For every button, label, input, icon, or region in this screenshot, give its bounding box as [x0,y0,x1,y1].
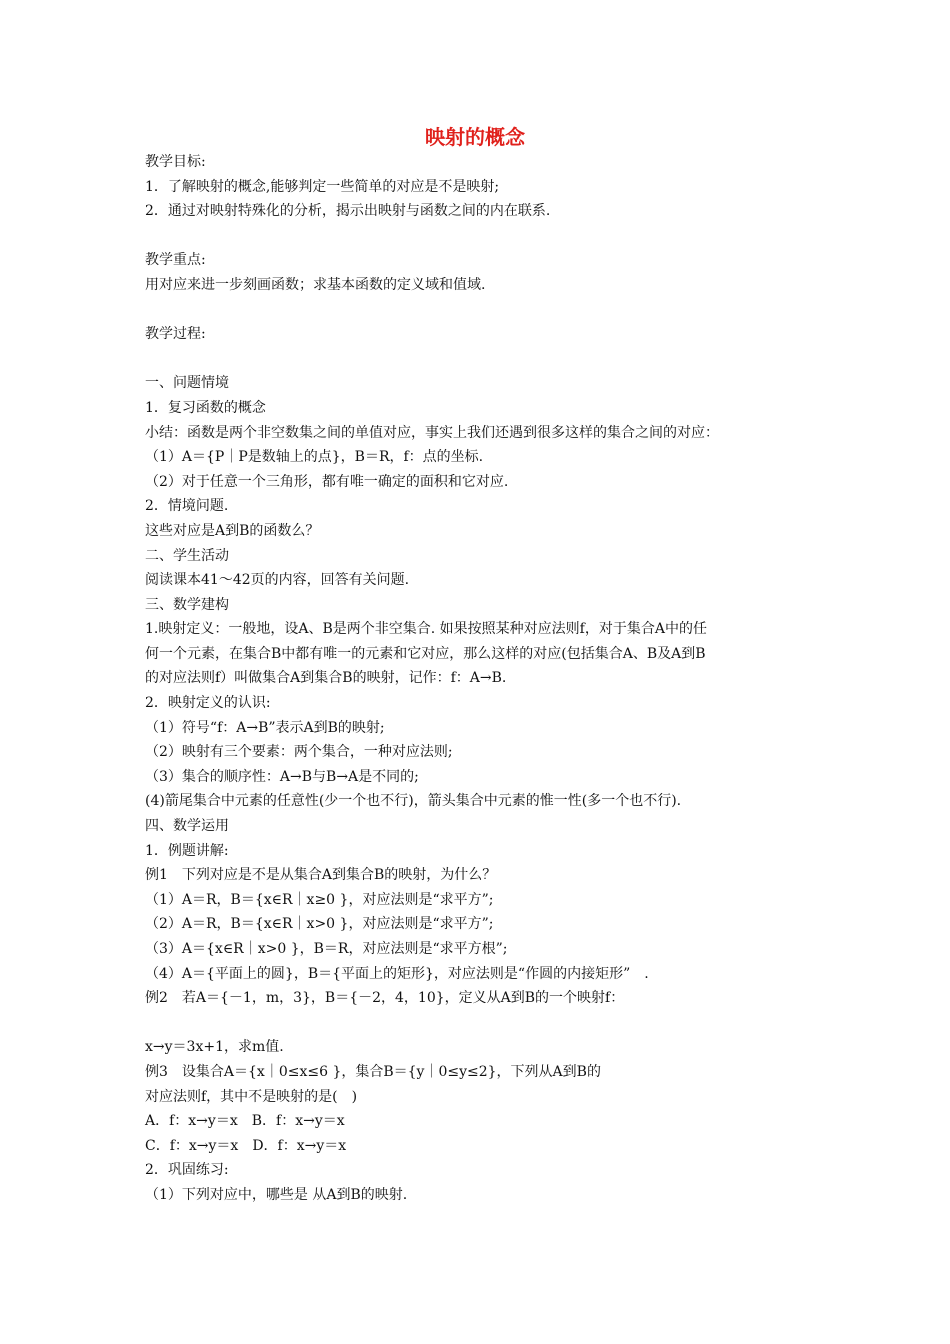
text-line: (4)箭尾集合中元素的任意性(少一个也不行)，箭头集合中元素的惟一性(多一个也不行). [145,793,682,810]
text-line: C．f：x→y＝x D．f：x→y＝x [145,1137,347,1154]
text-line: 1．了解映射的概念,能够判定一些简单的对应是不是映射; [145,178,500,195]
text-line: 教学目标: [145,154,206,170]
text-line: （1）符号“f：A→B”表示A到B的映射; [145,719,385,736]
text-line: （1）下列对应中，哪些是 从A到B的映射. [145,1186,408,1203]
text-line: 教学重点: [145,252,206,269]
text-line: （4）A＝{平面上的圆}，B＝{平面上的矩形}，对应法则是“作圆的内接矩形” . [145,965,649,982]
text-line: 用对应来进一步刻画函数；求基本函数的定义域和值域. [145,276,486,293]
text-line: 阅读课本41～42页的内容，回答有关问题. [145,572,410,589]
document-body [145,150,825,1208]
text-line: 2．巩固练习: [145,1162,229,1179]
text-line: 三、数学建构 [145,596,229,613]
text-line: 的对应法则f）叫做集合A到集合B的映射，记作：f：A→B. [145,670,507,687]
text-line: 例3 设集合A＝{x｜0≤x≤6 }，集合B＝{y｜0≤y≤2}，下列从A到B的 [145,1063,601,1080]
text-line: 小结：函数是两个非空数集之间的单值对应，事实上我们还遇到很多这样的集合之间的对应： [145,424,719,441]
text-line: （3）集合的顺序性：A→B与B→A是不同的; [145,768,419,785]
text-line: 二、学生活动 [145,547,229,564]
text-line: 1．例题讲解: [145,842,229,859]
text-line: 教学过程: [145,326,206,343]
text-line: A．f：x→y＝x B．f：x→y＝x [145,1113,345,1130]
blank-line [145,224,825,249]
text-line: 四、数学运用 [145,818,229,835]
text-line: 2．情境问题. [145,498,229,515]
text-line: 这些对应是A到B的函数么？ [145,522,320,539]
text-line: 对应法则f，其中不是映射的是( ) [145,1088,358,1105]
blank-line [145,1011,825,1036]
text-line: 何一个元素，在集合B中都有唯一的元素和它对应，那么这样的对应(包括集合A、B及A到B [145,645,706,662]
text-line: 1.映射定义：一般地，设A、B是两个非空集合. 如果按照某种对应法则f，对于集合A中的任 [145,621,707,638]
blank-line [145,347,825,372]
text-line: 2．通过对映射特殊化的分析，揭示出映射与函数之间的内在联系. [145,203,551,220]
text-line: （2）A＝R，B＝{x∈R｜x>0 }，对应法则是“求平方”; [145,916,494,933]
text-line: （3）A＝{x∈R｜x>0 }，B＝R，对应法则是“求平方根”; [145,941,508,957]
text-line: x→y＝3x+1，求m值. [145,1039,284,1056]
text-line: （2）映射有三个要素：两个集合，一种对应法则; [145,744,453,761]
page-title: 映射的概念 [425,125,525,149]
text-line: （2）对于任意一个三角形，都有唯一确定的面积和它对应. [145,473,509,490]
text-line: （1）A＝{P｜P是数轴上的点}，B＝R，f：点的坐标. [145,449,484,466]
blank-line [145,298,825,323]
text-line: 一、问题情境 [145,375,229,392]
text-line: （1）A＝R，B＝{x∈R｜x≥0 }，对应法则是“求平方”; [145,891,494,908]
text-line: 2．映射定义的认识: [145,695,271,712]
text-line: 例2 若A＝{－1，m，3}，B＝{－2，4，10}，定义从A到B的一个映射f： [145,990,625,1007]
text-line: 例1 下列对应是不是从集合A到集合B的映射，为什么？ [145,867,497,884]
text-line: 1．复习函数的概念 [145,399,266,416]
